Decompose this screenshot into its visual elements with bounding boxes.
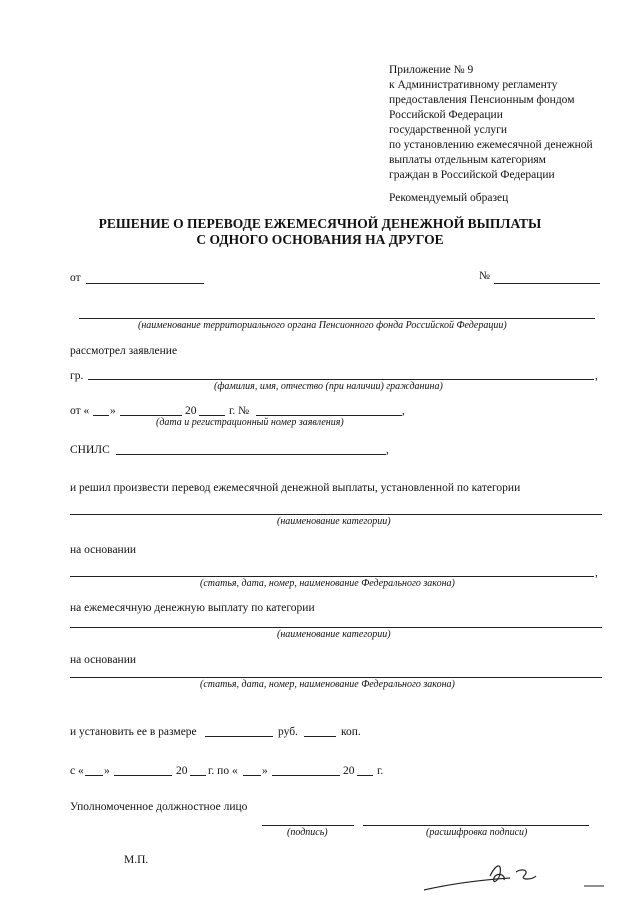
law-caption: (статья, дата, номер, наименование Федерального закона)	[200, 578, 455, 589]
comma: ,	[595, 567, 598, 579]
organization-field[interactable]	[79, 318, 595, 319]
handwritten-initials-icon	[420, 858, 610, 898]
signature-caption: (подпись)	[287, 827, 328, 838]
period-end-label: г.	[377, 765, 384, 777]
snils-label: СНИЛС	[70, 444, 110, 456]
period-close-quote: »	[104, 765, 110, 777]
official-label: Уполномоченное должностное лицо	[70, 801, 248, 813]
comma: ,	[595, 370, 598, 382]
reviewed-text: рассмотрел заявление	[70, 345, 178, 357]
decision-text: и решил произвести перевод ежемесячной денежной выплаты, установленной по категории	[70, 482, 521, 494]
period-end-month-field[interactable]	[272, 775, 340, 776]
date-close-quote: »	[110, 405, 116, 417]
header-line: по установлению ежемесячной денежной	[389, 139, 593, 151]
header-line: к Административному регламенту	[389, 79, 558, 91]
period-end-year-field[interactable]	[357, 775, 373, 776]
stamp-place: М.П.	[124, 854, 149, 866]
rub-label: руб.	[278, 726, 298, 738]
sample-note: Рекомендуемый образец	[389, 192, 509, 204]
day-field[interactable]	[93, 415, 109, 416]
citizen-name-field[interactable]	[88, 379, 594, 380]
number-label: №	[479, 270, 490, 282]
kop-label: коп.	[341, 726, 361, 738]
period-to-label: г. по «	[208, 765, 238, 777]
category-field[interactable]	[70, 514, 602, 515]
new-category-field[interactable]	[70, 627, 602, 628]
header-line: Приложение № 9	[389, 64, 474, 76]
law-field-2[interactable]	[70, 677, 602, 678]
citizen-prefix: гр.	[70, 370, 84, 382]
header-line: предоставления Пенсионным фондом	[389, 94, 575, 106]
period-year-prefix-2: 20	[343, 765, 355, 777]
document-title-line2: С ОДНОГО ОСНОВАНИЯ НА ДРУГОЕ	[196, 232, 444, 247]
from-label: от	[70, 272, 81, 284]
signature-decode-field[interactable]	[363, 825, 589, 826]
new-category-caption: (наименование категории)	[277, 629, 391, 640]
application-number-field[interactable]	[256, 415, 402, 416]
amount-label: и установить ее в размере	[70, 726, 197, 738]
date-from-label: от «	[70, 405, 90, 417]
header-line: граждан в Российской Федерации	[389, 169, 555, 181]
period-year-prefix: 20	[176, 765, 188, 777]
to-category-text: на ежемесячную денежную выплату по категории	[70, 602, 315, 614]
header-line: государственной услуги	[389, 124, 508, 136]
snils-field[interactable]	[116, 454, 386, 455]
document-title-line1: РЕШЕНИЕ О ПЕРЕВОДЕ ЕЖЕМЕСЯЧНОЙ ДЕНЕЖНОЙ ВЫПЛАТЫ	[98, 216, 542, 231]
period-day-field[interactable]	[85, 775, 103, 776]
comma: ,	[386, 444, 389, 456]
organization-caption: (наименование территориального органа Пенсионного фонда Российской Федерации)	[138, 320, 507, 331]
year-field[interactable]	[199, 415, 225, 416]
basis-label: на основании	[70, 544, 137, 556]
year-suffix: г. №	[229, 405, 250, 417]
rubles-field[interactable]	[205, 736, 273, 737]
period-end-day-field[interactable]	[243, 775, 261, 776]
citizen-caption: (фамилия, имя, отчество (при наличии) гражданина)	[214, 381, 443, 392]
basis-label-2: на основании	[70, 654, 137, 666]
month-field[interactable]	[120, 415, 182, 416]
application-caption: (дата и регистрационный номер заявления)	[156, 417, 344, 428]
period-year-field[interactable]	[190, 775, 206, 776]
period-from-label: с «	[70, 765, 84, 777]
signature-field[interactable]	[262, 825, 354, 826]
decode-caption: (расшифровка подписи)	[426, 827, 528, 838]
law-caption-2: (статья, дата, номер, наименование Федерального закона)	[200, 679, 455, 690]
period-month-field[interactable]	[114, 775, 172, 776]
comma: ,	[402, 405, 405, 417]
header-line: выплаты отдельным категориям	[389, 154, 546, 166]
header-line: Российской Федерации	[389, 109, 503, 121]
period-close-quote-2: »	[262, 765, 268, 777]
from-field[interactable]	[86, 283, 204, 284]
number-field[interactable]	[494, 283, 600, 284]
kopecks-field[interactable]	[304, 736, 336, 737]
category-caption: (наименование категории)	[277, 516, 391, 527]
year-prefix: 20	[185, 405, 197, 417]
law-field[interactable]	[70, 576, 594, 577]
